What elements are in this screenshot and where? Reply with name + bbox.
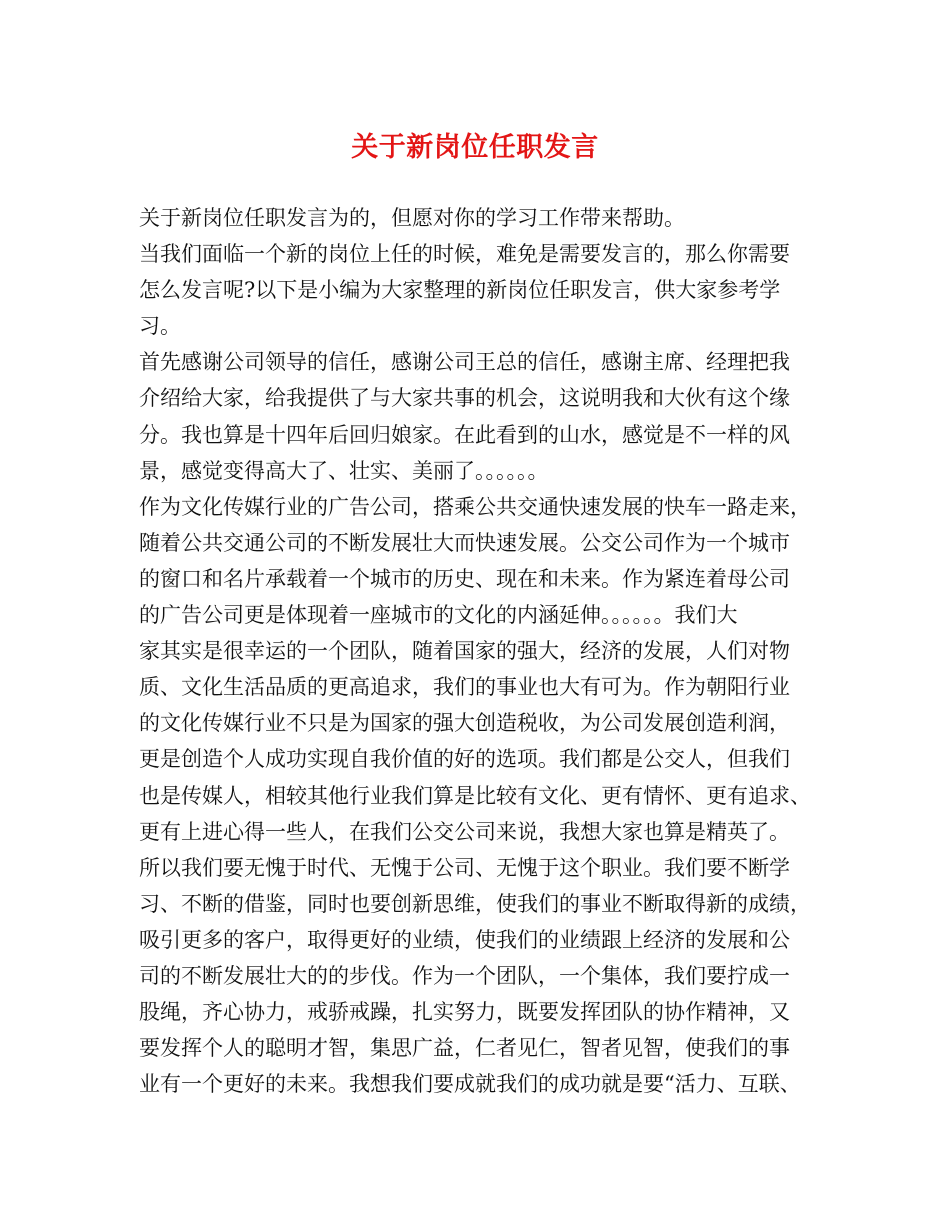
body-line: 股绳，齐心协力，戒骄戒躁，扎实努力，既要发挥团队的协作精神，又 <box>139 1000 790 1025</box>
body-line: 所以我们要无愧于时代、无愧于公司、无愧于这个职业。我们要不断学 <box>139 855 790 880</box>
body-line: 怎么发言呢?以下是小编为大家整理的新岗位任职发言，供大家参考学 <box>139 278 781 303</box>
body-line: 景，感觉变得高大了、壮实、美丽了。。。。。。 <box>139 458 549 483</box>
body-line: 当我们面临一个新的岗位上任的时候，难免是需要发言的，那么你需要 <box>139 242 790 267</box>
body-line: 家其实是很幸运的一个团队，随着国家的强大，经济的发展，人们对物 <box>139 639 790 664</box>
document-body <box>139 200 829 1102</box>
body-line: 作为文化传媒行业的广告公司，搭乘公共交通快速发展的快车一路走来， <box>139 494 811 519</box>
body-line: 更有上进心得一些人，在我们公交公司来说，我想大家也算是精英了。 <box>139 819 790 844</box>
body-line: 的广告公司更是体现着一座城市的文化的内涵延伸。。。。。。我们大 <box>139 603 738 628</box>
body-line: 随着公共交通公司的不断发展壮大而快速发展。公交公司作为一个城市 <box>139 530 790 555</box>
body-line: 要发挥个人的聪明才智，集思广益，仁者见仁，智者见智，使我们的事 <box>139 1036 790 1061</box>
body-line: 的窗口和名片承载着一个城市的历史、现在和未来。作为紧连着母公司 <box>139 566 790 591</box>
body-line: 业有一个更好的未来。我想我们要成就我们的成功就是要“活力、互联、 <box>139 1072 801 1097</box>
body-line: 首先感谢公司领导的信任，感谢公司王总的信任，感谢主席、经理把我 <box>139 350 790 375</box>
body-line: 关于新岗位任职发言为的，但愿对你的学习工作带来帮助。 <box>139 206 685 230</box>
body-line: 习、不断的借鉴，同时也要创新思维，使我们的事业不断取得新的成绩， <box>139 891 811 916</box>
body-line: 介绍给大家，给我提供了与大家共事的机会，这说明我和大伙有这个缘 <box>139 386 790 411</box>
body-line: 也是传媒人，相较其他行业我们算是比较有文化、更有情怀、更有追求、 <box>139 783 811 808</box>
body-line: 习。 <box>139 314 181 339</box>
body-line: 吸引更多的客户，取得更好的业绩，使我们的业绩跟上经济的发展和公 <box>139 927 790 952</box>
body-line: 质、文化生活品质的更高追求，我们的事业也大有可为。作为朝阳行业 <box>139 675 790 700</box>
body-line: 的文化传媒行业不只是为国家的强大创造税收，为公司发展创造利润， <box>139 711 790 736</box>
body-line: 分。我也算是十四年后回归娘家。在此看到的山水，感觉是不一样的风 <box>139 422 790 447</box>
body-line: 司的不断发展壮大的的步伐。作为一个团队，一个集体，我们要拧成一 <box>139 963 790 988</box>
body-line: 更是创造个人成功实现自我价值的好的选项。我们都是公交人，但我们 <box>139 747 790 772</box>
document-title: 关于新岗位任职发言 <box>351 132 599 163</box>
